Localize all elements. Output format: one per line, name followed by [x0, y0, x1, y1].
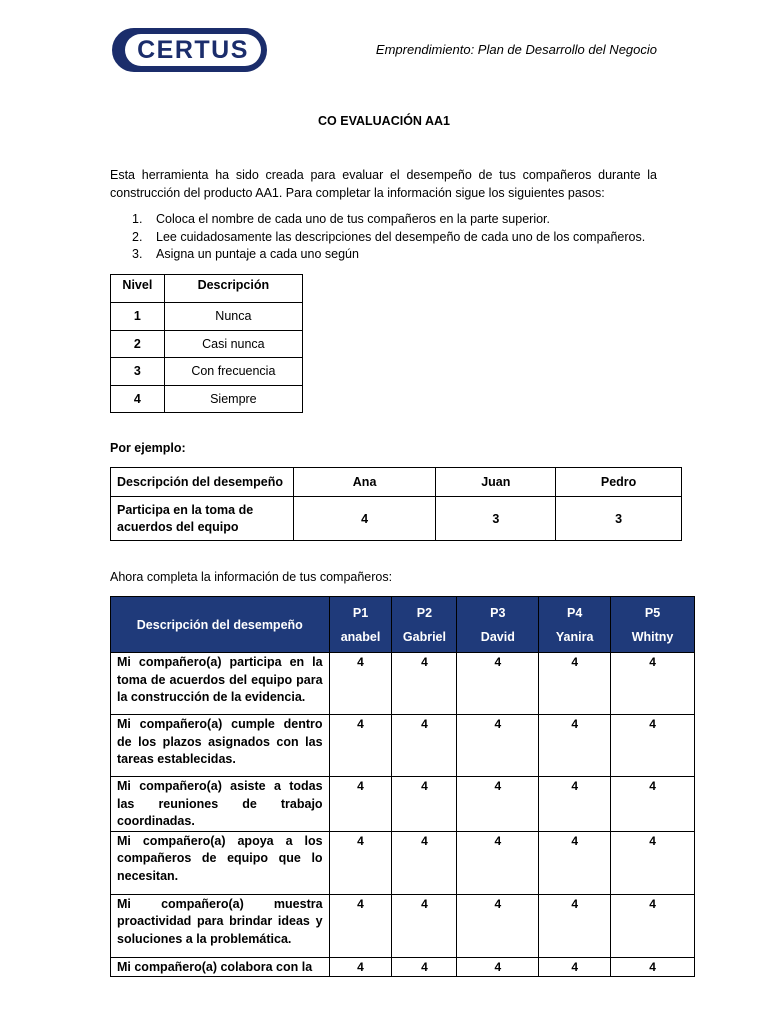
table-row: Mi compañero(a) asiste a todas las reuniones de trabajo coordinadas. 4 4 4 4 4 — [111, 777, 695, 832]
example-table — [110, 467, 682, 541]
table-row: 2 Casi nunca — [111, 330, 303, 358]
table-row: Mi compañero(a) colabora con la 4 4 4 4 4 — [111, 957, 695, 977]
steps-list — [110, 211, 670, 264]
table-header: Descripción — [164, 275, 302, 303]
table-row: 1 Nunca — [111, 303, 303, 331]
table-header: Ana — [293, 468, 436, 497]
intro-paragraph: Esta herramienta ha sido creada para evaluar el desempeño de tus compañeros durante la construcción del producto AA1. Para completar la información sigue los siguientes pasos: — [110, 168, 657, 200]
peer-header-5: P5 Whitny — [611, 597, 695, 653]
table-header: Pedro — [556, 468, 682, 497]
table-header: Descripción del desempeño — [111, 597, 330, 653]
list-item: 1. Coloca el nombre de cada uno de tus compañeros en la parte superior. — [132, 212, 550, 226]
table-row: Participa en la toma de acuerdos del equipo 4 3 3 — [111, 497, 682, 541]
table-header: Nivel — [111, 275, 165, 303]
example-label: Por ejemplo: — [110, 441, 186, 455]
logo-text: CERTUS — [137, 35, 249, 64]
table-row: 4 Siempre — [111, 385, 303, 413]
certus-logo — [112, 28, 267, 72]
table-header: Juan — [436, 468, 556, 497]
table-row: 3 Con frecuencia — [111, 358, 303, 386]
peer-header-2: P2 Gabriel — [392, 597, 457, 653]
table-row: Mi compañero(a) cumple dentro de los plazos asignados con las tareas establecidas. 4 4 4 4 4 — [111, 715, 695, 777]
evaluation-label: Ahora completa la información de tus compañeros: — [110, 570, 393, 584]
table-row: Mi compañero(a) muestra proactividad para brindar ideas y soluciones a la problemática. 4 4 4 4 4 — [111, 894, 695, 957]
table-row: Mi compañero(a) apoya a los compañeros de equipo que lo necesitan. 4 4 4 4 4 — [111, 831, 695, 894]
evaluation-table — [110, 596, 695, 977]
peer-header-1: P1 anabel — [329, 597, 392, 653]
page-title: CO EVALUACIÓN AA1 — [318, 114, 450, 128]
list-item: 3. Asigna un puntaje a cada uno según — [132, 247, 359, 261]
list-item: 2. Lee cuidadosamente las descripciones del desempeño de cada uno de los compañeros. — [132, 229, 646, 244]
table-row: Mi compañero(a) participa en la toma de acuerdos del equipo para la construcción de la evidencia. 4 4 4 4 4 — [111, 653, 695, 715]
course-name: Emprendimiento: Plan de Desarrollo del Negocio — [375, 42, 657, 57]
levels-table — [110, 274, 303, 413]
table-header: Descripción del desempeño — [111, 468, 294, 497]
peer-header-4: P4 Yanira — [539, 597, 611, 653]
peer-header-3: P3 David — [457, 597, 539, 653]
